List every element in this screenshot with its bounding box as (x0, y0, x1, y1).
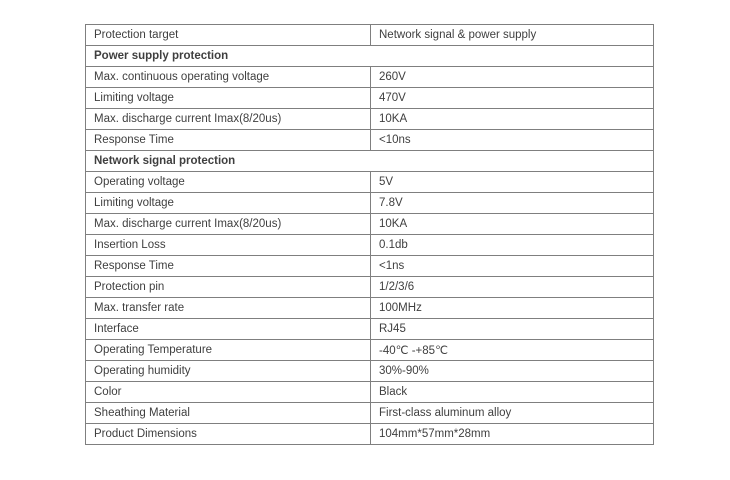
spec-label: Max. transfer rate (86, 298, 371, 319)
table-row (86, 424, 654, 445)
table-row (86, 340, 654, 361)
spec-value: 0.1db (371, 235, 654, 256)
spec-value: 10KA (371, 109, 654, 130)
spec-value: 104mm*57mm*28mm (371, 424, 654, 445)
table-row (86, 382, 654, 403)
spec-label: Response Time (86, 256, 371, 277)
table-row (86, 130, 654, 151)
table-row (86, 193, 654, 214)
spec-label: Max. discharge current Imax(8/20us) (86, 214, 371, 235)
table-row (86, 172, 654, 193)
section-row (86, 151, 654, 172)
spec-label: Insertion Loss (86, 235, 371, 256)
section-row (86, 46, 654, 67)
section-title: Network signal protection (86, 151, 654, 172)
table-row (86, 67, 654, 88)
spec-label: Sheathing Material (86, 403, 371, 424)
spec-value: 5V (371, 172, 654, 193)
table-row (86, 235, 654, 256)
spec-value: 1/2/3/6 (371, 277, 654, 298)
spec-value: 100MHz (371, 298, 654, 319)
table-row (86, 25, 654, 46)
spec-label: Operating Temperature (86, 340, 371, 361)
section-title: Power supply protection (86, 46, 654, 67)
spec-value: <1ns (371, 256, 654, 277)
spec-label: Limiting voltage (86, 193, 371, 214)
table-row (86, 256, 654, 277)
table-row (86, 88, 654, 109)
spec-value: 30%-90% (371, 361, 654, 382)
spec-value: 260V (371, 67, 654, 88)
spec-value: 470V (371, 88, 654, 109)
table-row (86, 403, 654, 424)
spec-label: Max. continuous operating voltage (86, 67, 371, 88)
spec-value: First-class aluminum alloy (371, 403, 654, 424)
table-row (86, 277, 654, 298)
spec-value: -40℃ -+85℃ (371, 340, 654, 361)
spec-label: Product Dimensions (86, 424, 371, 445)
table-row (86, 298, 654, 319)
spec-value: 7.8V (371, 193, 654, 214)
spec-table (85, 24, 654, 445)
spec-table-body (86, 25, 654, 445)
spec-label: Protection pin (86, 277, 371, 298)
spec-value: Network signal & power supply (371, 25, 654, 46)
spec-label: Color (86, 382, 371, 403)
spec-label: Operating voltage (86, 172, 371, 193)
table-row (86, 361, 654, 382)
spec-value: RJ45 (371, 319, 654, 340)
spec-label: Operating humidity (86, 361, 371, 382)
spec-label: Response Time (86, 130, 371, 151)
spec-label: Max. discharge current Imax(8/20us) (86, 109, 371, 130)
spec-value: <10ns (371, 130, 654, 151)
spec-value: Black (371, 382, 654, 403)
spec-label: Protection target (86, 25, 371, 46)
table-row (86, 319, 654, 340)
table-row (86, 109, 654, 130)
spec-label: Interface (86, 319, 371, 340)
table-row (86, 214, 654, 235)
spec-label: Limiting voltage (86, 88, 371, 109)
spec-value: 10KA (371, 214, 654, 235)
